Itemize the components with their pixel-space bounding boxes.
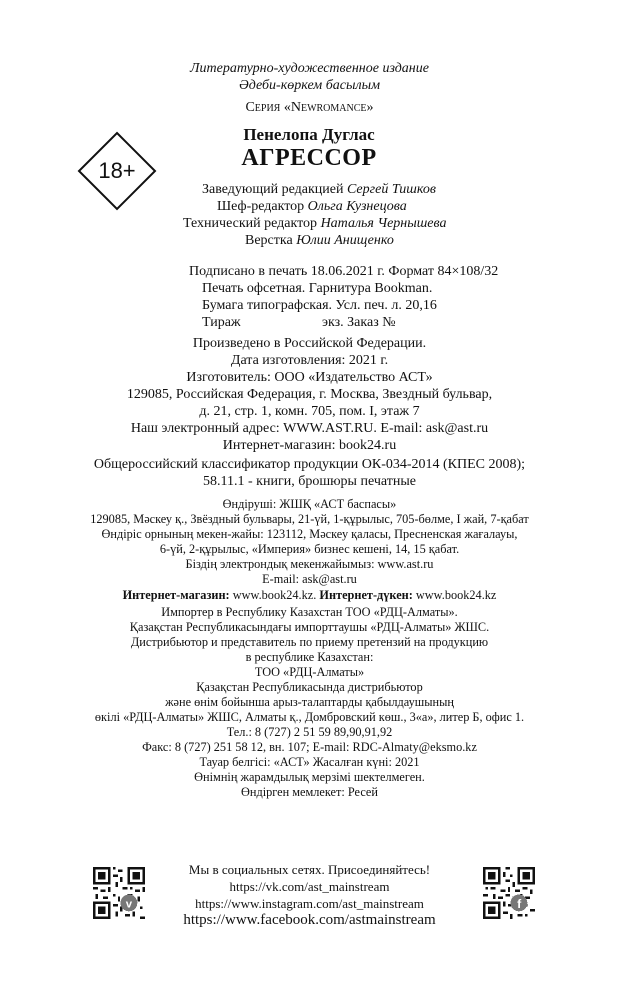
author-name: Пенелопа Дуглас xyxy=(243,125,375,144)
importer-line: Өндірген мемлекет: Ресей xyxy=(241,785,378,799)
age-rating-text: 18+ xyxy=(98,158,136,183)
credit-role: Технический редактор xyxy=(183,216,321,231)
manufacturer-line: 129085, Российская Федерация, г. Москва, Звездный бульвар, xyxy=(126,387,493,402)
series-name: «Newromance» xyxy=(283,100,374,115)
print-info-line: Подписано в печать 18.06.2021 г. Формат 84×108/32 xyxy=(189,264,499,279)
credit-role: Шеф-редактор xyxy=(217,199,308,214)
credit-editor-in-chief xyxy=(202,182,436,198)
series-line xyxy=(0,100,619,116)
print-info-line: Печать офсетная. Гарнитура Bookman. xyxy=(202,281,433,296)
importer-line: Тауар белгісі: «АСТ» Жасалған күні: 2021 xyxy=(199,755,420,769)
credit-person: Сергей Тишков xyxy=(347,182,436,197)
importer-line: Факс: 8 (727) 251 58 12, вн. 107; E-mail: RDC-Almaty@eksmo.kz xyxy=(142,740,477,754)
importer-line: Тел.: 8 (727) 2 51 59 89,90,91,92 xyxy=(226,725,393,739)
series-prefix: Серия xyxy=(245,100,284,115)
social-link-facebook[interactable]: https://www.facebook.com/astmainstream xyxy=(183,912,436,928)
importer-line: ТОО «РДЦ-Алматы» xyxy=(254,665,365,679)
credit-person: Наталья Чернышева xyxy=(320,216,447,231)
credit-role: Заведующий редакцией xyxy=(202,182,347,197)
manufacturer-line: Произведено в Российской Федерации. xyxy=(192,336,427,351)
social-link-vk[interactable]: https://vk.com/ast_mainstream xyxy=(229,879,390,894)
kz-producer-line: 6-үй, 2-құрылыс, «Империя» бизнес кешені, 14, 15 қабат. xyxy=(159,542,460,556)
print-info-line: Бумага типографская. Усл. печ. л. 20,16 xyxy=(202,298,437,313)
importer-line: және өнім бойынша арыз-талаптарды қабылдаушының xyxy=(165,695,454,709)
qr-code-facebook[interactable] xyxy=(483,867,535,919)
online-store-url-kz: www.book24.kz xyxy=(412,588,497,602)
kz-producer-line: Өндіруші: ЖШҚ «АСТ баспасы» xyxy=(222,497,397,511)
online-store-label-ru: Интернет-магазин: xyxy=(122,588,230,602)
manufacturer-line: Изготовитель: ООО «Издательство АСТ» xyxy=(186,370,433,385)
credit-person: Юлии Анищенко xyxy=(296,233,394,248)
credit-chief-editor xyxy=(217,199,407,215)
online-store-url-ru: www.book24.kz. xyxy=(229,588,320,602)
importer-line: Импортер в Республику Казахстан ТОО «РДЦ-Алматы». xyxy=(161,605,458,619)
credit-layout xyxy=(245,233,394,249)
print-run-order: экз. Заказ № xyxy=(322,315,396,330)
kz-producer-line: 129085, Мәскеу қ., Звёздный бульвары, 21-үй, 1-құрылыс, 705-бөлме, I жай, 7-қабат xyxy=(90,512,529,526)
importer-line: Қазақстан Республикасында дистрибьютор xyxy=(196,680,423,694)
classifier-line: 58.11.1 - книги, брошюры печатные xyxy=(203,474,416,489)
social-heading: Мы в социальных сетях. Присоединяйтесь! xyxy=(188,862,431,877)
manufacturer-line: Интернет-магазин: book24.ru xyxy=(222,438,397,453)
online-stores-line xyxy=(0,588,619,603)
credit-person: Ольга Кузнецова xyxy=(307,199,407,214)
age-rating-badge xyxy=(77,131,157,211)
qr-code-vk[interactable] xyxy=(93,867,145,919)
svg-text:f: f xyxy=(517,896,522,911)
importer-line: Қазақстан Республикасындағы импорттаушы «РДЦ-Алматы» ЖШС. xyxy=(129,620,490,634)
manufacturer-line: Дата изготовления: 2021 г. xyxy=(230,353,389,368)
edition-type-ru: Литературно-художественное издание xyxy=(190,61,429,76)
importer-line: өкілі «РДЦ-Алматы» ЖШС, Алматы қ., Домбровский көш., 3«а», литер Б, офис 1. xyxy=(94,710,525,724)
importer-line: в республике Казахстан: xyxy=(245,650,374,664)
edition-type-kz: Әдеби-көркем басылым xyxy=(238,78,381,93)
book-title: АГРЕССОР xyxy=(241,145,377,171)
credit-role: Верстка xyxy=(245,233,297,248)
manufacturer-line: д. 21, стр. 1, комн. 705, пом. I, этаж 7 xyxy=(199,404,420,419)
importer-line: Өнімнің жарамдылық мерзімі шектелмеген. xyxy=(194,770,425,784)
importer-line: Дистрибьютор и представитель по приему претензий на продукцию xyxy=(130,635,489,649)
social-link-instagram[interactable]: https://www.instagram.com/ast_mainstream xyxy=(195,896,424,911)
kz-producer-line: Өндіріс орнының мекен-жайы: 123112, Мәскеу қаласы, Пресненская жағалауы, xyxy=(101,527,518,541)
print-run-label: Тираж xyxy=(202,315,241,330)
kz-producer-line: E-mail: ask@ast.ru xyxy=(262,572,357,586)
classifier-line: Общероссийский классификатор продукции ОК-034-2014 (КПЕС 2008); xyxy=(93,457,526,472)
kz-producer-line: Біздің электрондық мекенжайымыз: www.ast.ru xyxy=(185,557,434,571)
online-store-label-kz: Интернет-дүкен: xyxy=(319,588,413,602)
manufacturer-line: Наш электронный адрес: WWW.AST.RU. E-mail: ask@ast.ru xyxy=(130,421,489,436)
svg-text:v: v xyxy=(125,898,133,911)
credit-technical-editor xyxy=(183,216,447,232)
